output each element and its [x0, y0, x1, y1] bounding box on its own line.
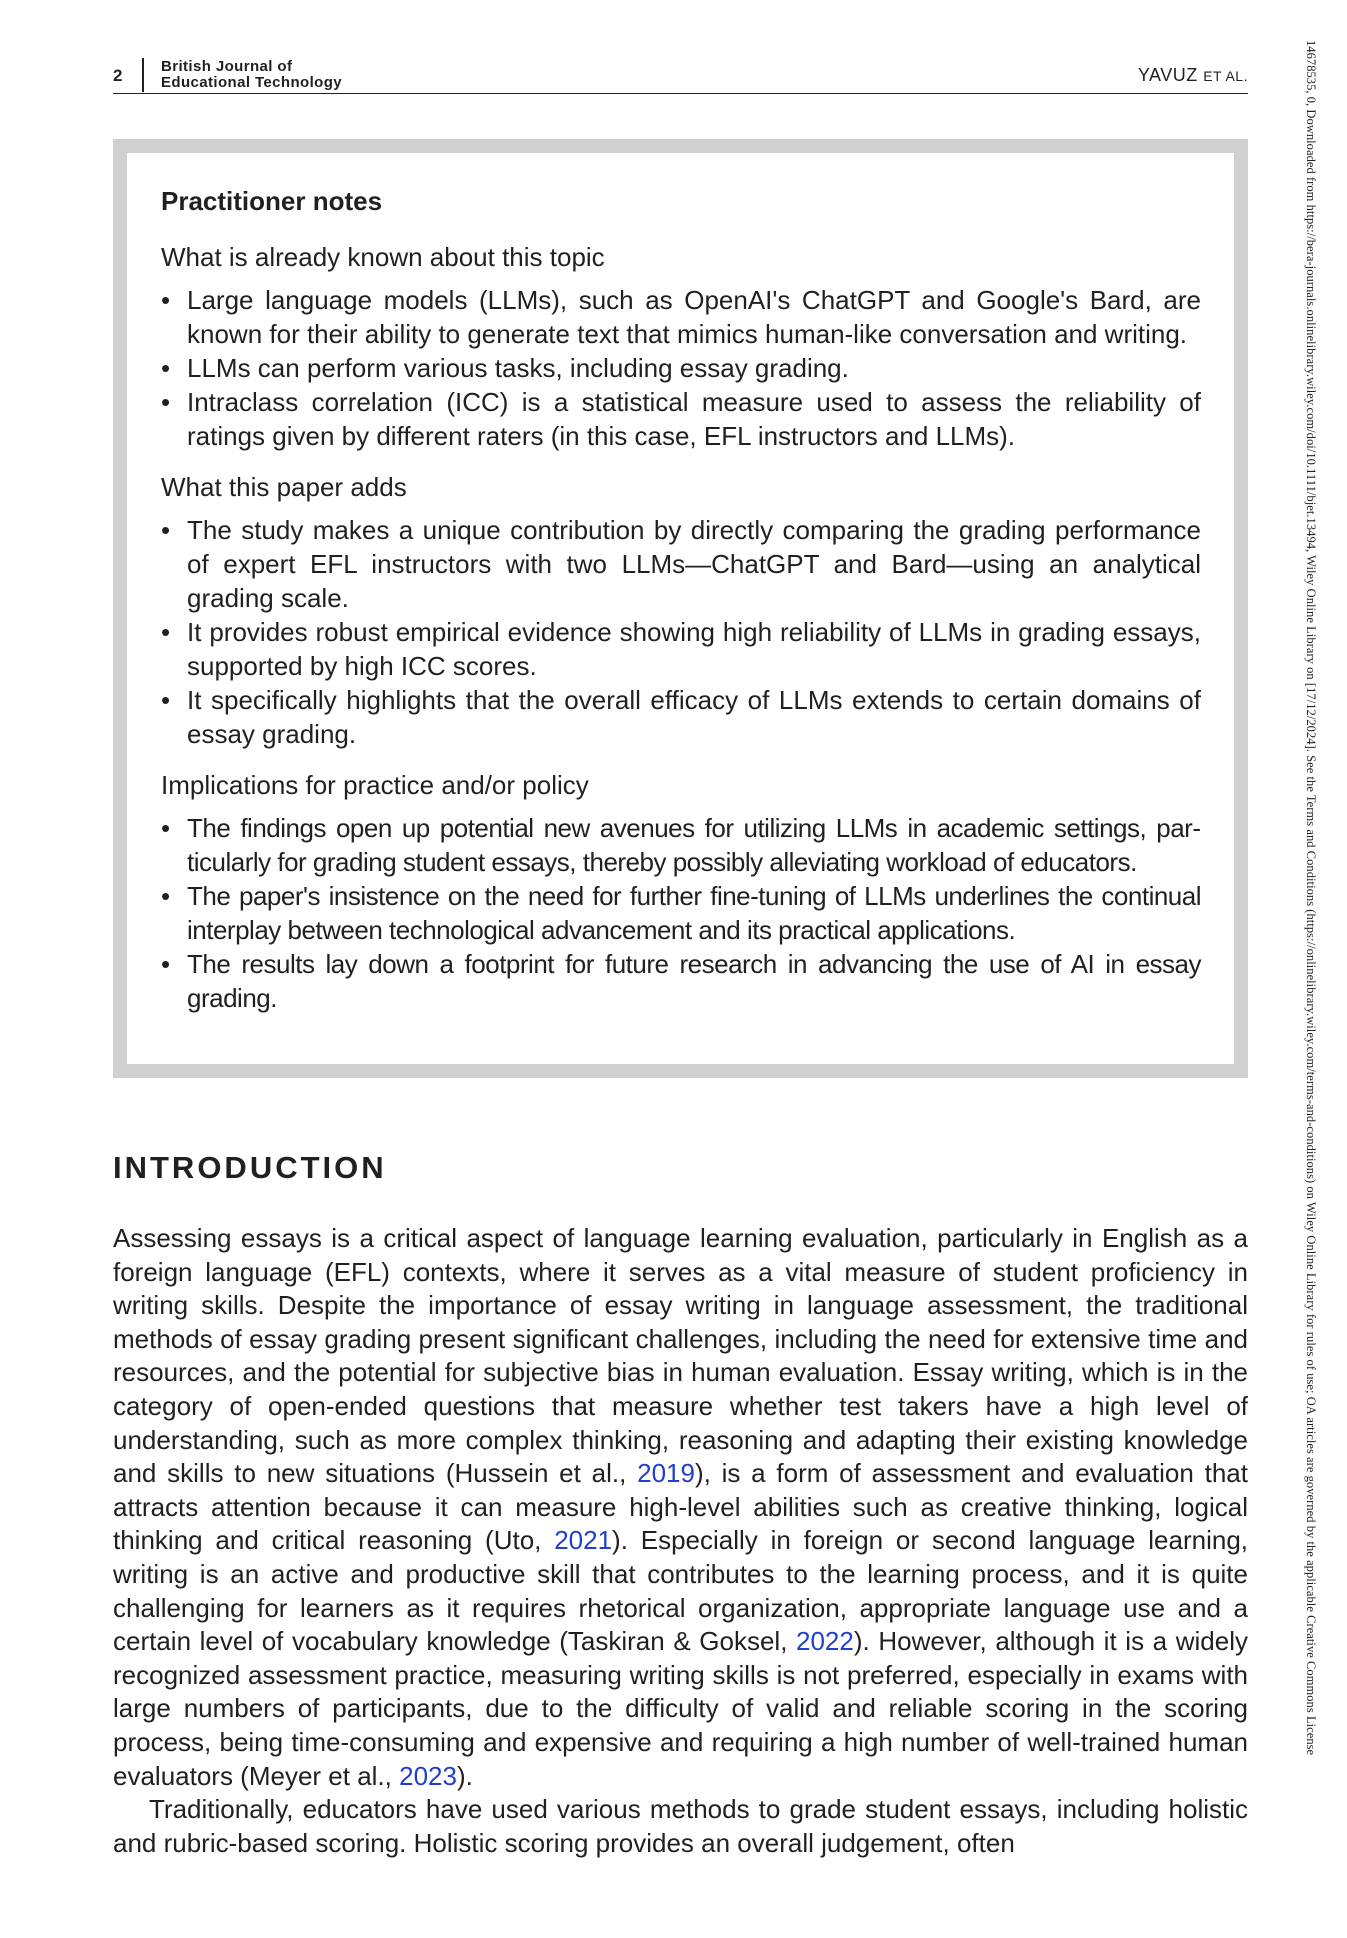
implications-heading: Implications for practice and/or policy: [161, 770, 589, 800]
bullet-icon: •: [161, 949, 170, 979]
list-item: [161, 811, 1201, 879]
bullet-icon: •: [161, 617, 171, 647]
practitioner-notes-box: [113, 139, 1248, 1078]
journal-name-line1: British Journal of: [161, 58, 293, 75]
practitioner-notes-title: Practitioner notes: [161, 186, 383, 216]
citation-link[interactable]: 2022: [796, 1626, 854, 1657]
list-item: [161, 283, 1201, 351]
citation-link[interactable]: 2023: [399, 1760, 457, 1791]
bullet-icon: •: [161, 685, 171, 715]
introduction-body: [113, 1222, 1248, 1860]
journal-name-line2: Educational Technology: [161, 74, 343, 91]
journal-name: [161, 59, 342, 91]
list-item: [161, 513, 1201, 615]
paper-adds-heading: What this paper adds: [161, 472, 407, 502]
author-suffix: ET AL.: [1203, 68, 1248, 84]
list-item-text: Intraclass correlation (ICC) is a statistical measure used to assess the reliability of ratings given by different raters (in this case, EFL instructors and LLMs).: [187, 387, 1201, 451]
list-item-text: The study makes a unique contribution by directly comparing the grading performance of expert EFL instructors with two LLMs—ChatGPT and Bard—using an analytical grading scale.: [187, 515, 1201, 613]
paragraph: Traditionally, educators have used various methods to grade student essays, including holistic and rubric-based scoring. Holistic scoring provides an overall judgement, often: [113, 1794, 1248, 1858]
running-authors: [1138, 65, 1248, 86]
list-item: [161, 879, 1201, 947]
list-item-text: The findings open up potential new avenues for utilizing LLMs in academic settings, particularly for grading student essays, thereby possibly alleviating workload of educators.: [187, 813, 1201, 877]
list-item-text: The paper's insistence on the need for further fine-tuning of LLMs underlines the continual interplay between technological advancement and its practical applications.: [187, 881, 1201, 945]
list-item: [161, 385, 1201, 453]
page-number: 2: [113, 66, 123, 85]
list-item: [161, 947, 1201, 1015]
list-item-text: LLMs can perform various tasks, including essay grading.: [187, 353, 849, 383]
paragraph-text: ). However, although it is a widely recognized assessment practice, measuring writing skills is not preferred, especially in exams with large numbers of participants, due to the difficulty of valid and reliable scoring in the scoring process, being time-consuming and expensive and requiring a high number of well-trained human evaluators (Meyer et al.,: [113, 1626, 1248, 1791]
list-item-text: Large language models (LLMs), such as OpenAI's ChatGPT and Google's Bard, are known for their ability to generate text that mimics human-like conversation and writing.: [187, 285, 1201, 349]
bullet-icon: •: [161, 285, 171, 315]
citation-link[interactable]: 2019: [637, 1458, 695, 1489]
bullet-icon: •: [161, 353, 171, 383]
header-rule: [113, 93, 1248, 94]
bullet-icon: •: [161, 813, 170, 843]
author-surname: YAVUZ: [1137, 65, 1198, 85]
list-item-text: It provides robust empirical evidence showing high reliability of LLMs in grading essays, supported by high ICC scores.: [187, 617, 1201, 681]
paragraph: [113, 1222, 1248, 1793]
running-header: [113, 58, 1248, 94]
download-notice: 14678535, 0, Downloaded from https://bera-journals.onlinelibrary.wiley.com/doi/10.1111/bjet.13494, Wiley Online Library on [17/12/2024]. See the Terms and Conditions (https://onlinelibrary.wiley.com/terms-and-conditions) on Wiley Online Library for rules of use; OA articles are governed by the applicable Creative Commons License: [1304, 40, 1318, 1756]
paragraph-text: ).: [456, 1760, 473, 1791]
list-item: [161, 351, 1201, 385]
paragraph-text: ). Especially in foreign or second language learning, writing is an active and productive skill that contributes to the learning process, and it is quite challenging for learners as it requires rhetorical organization, appropriate language use and a certain level of vocabulary knowledge (Taskiran & Goksel,: [113, 1525, 1248, 1657]
header-divider: [142, 58, 144, 92]
paper-adds-list: [161, 513, 1201, 751]
bullet-icon: •: [161, 515, 171, 545]
implications-list: [161, 811, 1201, 1015]
bullet-icon: •: [161, 387, 171, 417]
list-item-text: It specifically highlights that the overall efficacy of LLMs extends to certain domains of essay grading.: [187, 685, 1201, 749]
list-item-text: The results lay down a footprint for future research in advancing the use of AI in essay grading.: [187, 949, 1201, 1013]
list-item: [161, 683, 1201, 751]
paragraph-text: Assessing essays is a critical aspect of language learning evaluation, particularly in English as a foreign language (EFL) contexts, where it serves as a vital measure of student proficiency in writing skills. Despite the importance of essay writing in language assessment, the traditional methods of essay grading present significant challenges, including the need for extensive time and resources, and the potential for subjective bias in human evaluation. Essay writing, which is in the category of open-ended questions that measure whether test takers have a high level of understanding, such as more complex thinking, reasoning and adapting their existing knowledge and skills to new situations (Hussein et al.,: [113, 1223, 1248, 1489]
known-topic-list: [161, 283, 1201, 453]
bullet-icon: •: [161, 881, 170, 911]
known-topic-heading: What is already known about this topic: [161, 242, 605, 272]
citation-link[interactable]: 2021: [554, 1525, 613, 1556]
practitioner-notes-content: [161, 183, 1201, 1031]
introduction-heading: INTRODUCTION: [113, 1150, 387, 1185]
list-item: [161, 615, 1201, 683]
paragraph-text: ), is a form of assessment and evaluation that attracts attention because it can measure high-level abilities such as creative thinking, logical thinking and critical reasoning (Uto,: [113, 1458, 1248, 1556]
